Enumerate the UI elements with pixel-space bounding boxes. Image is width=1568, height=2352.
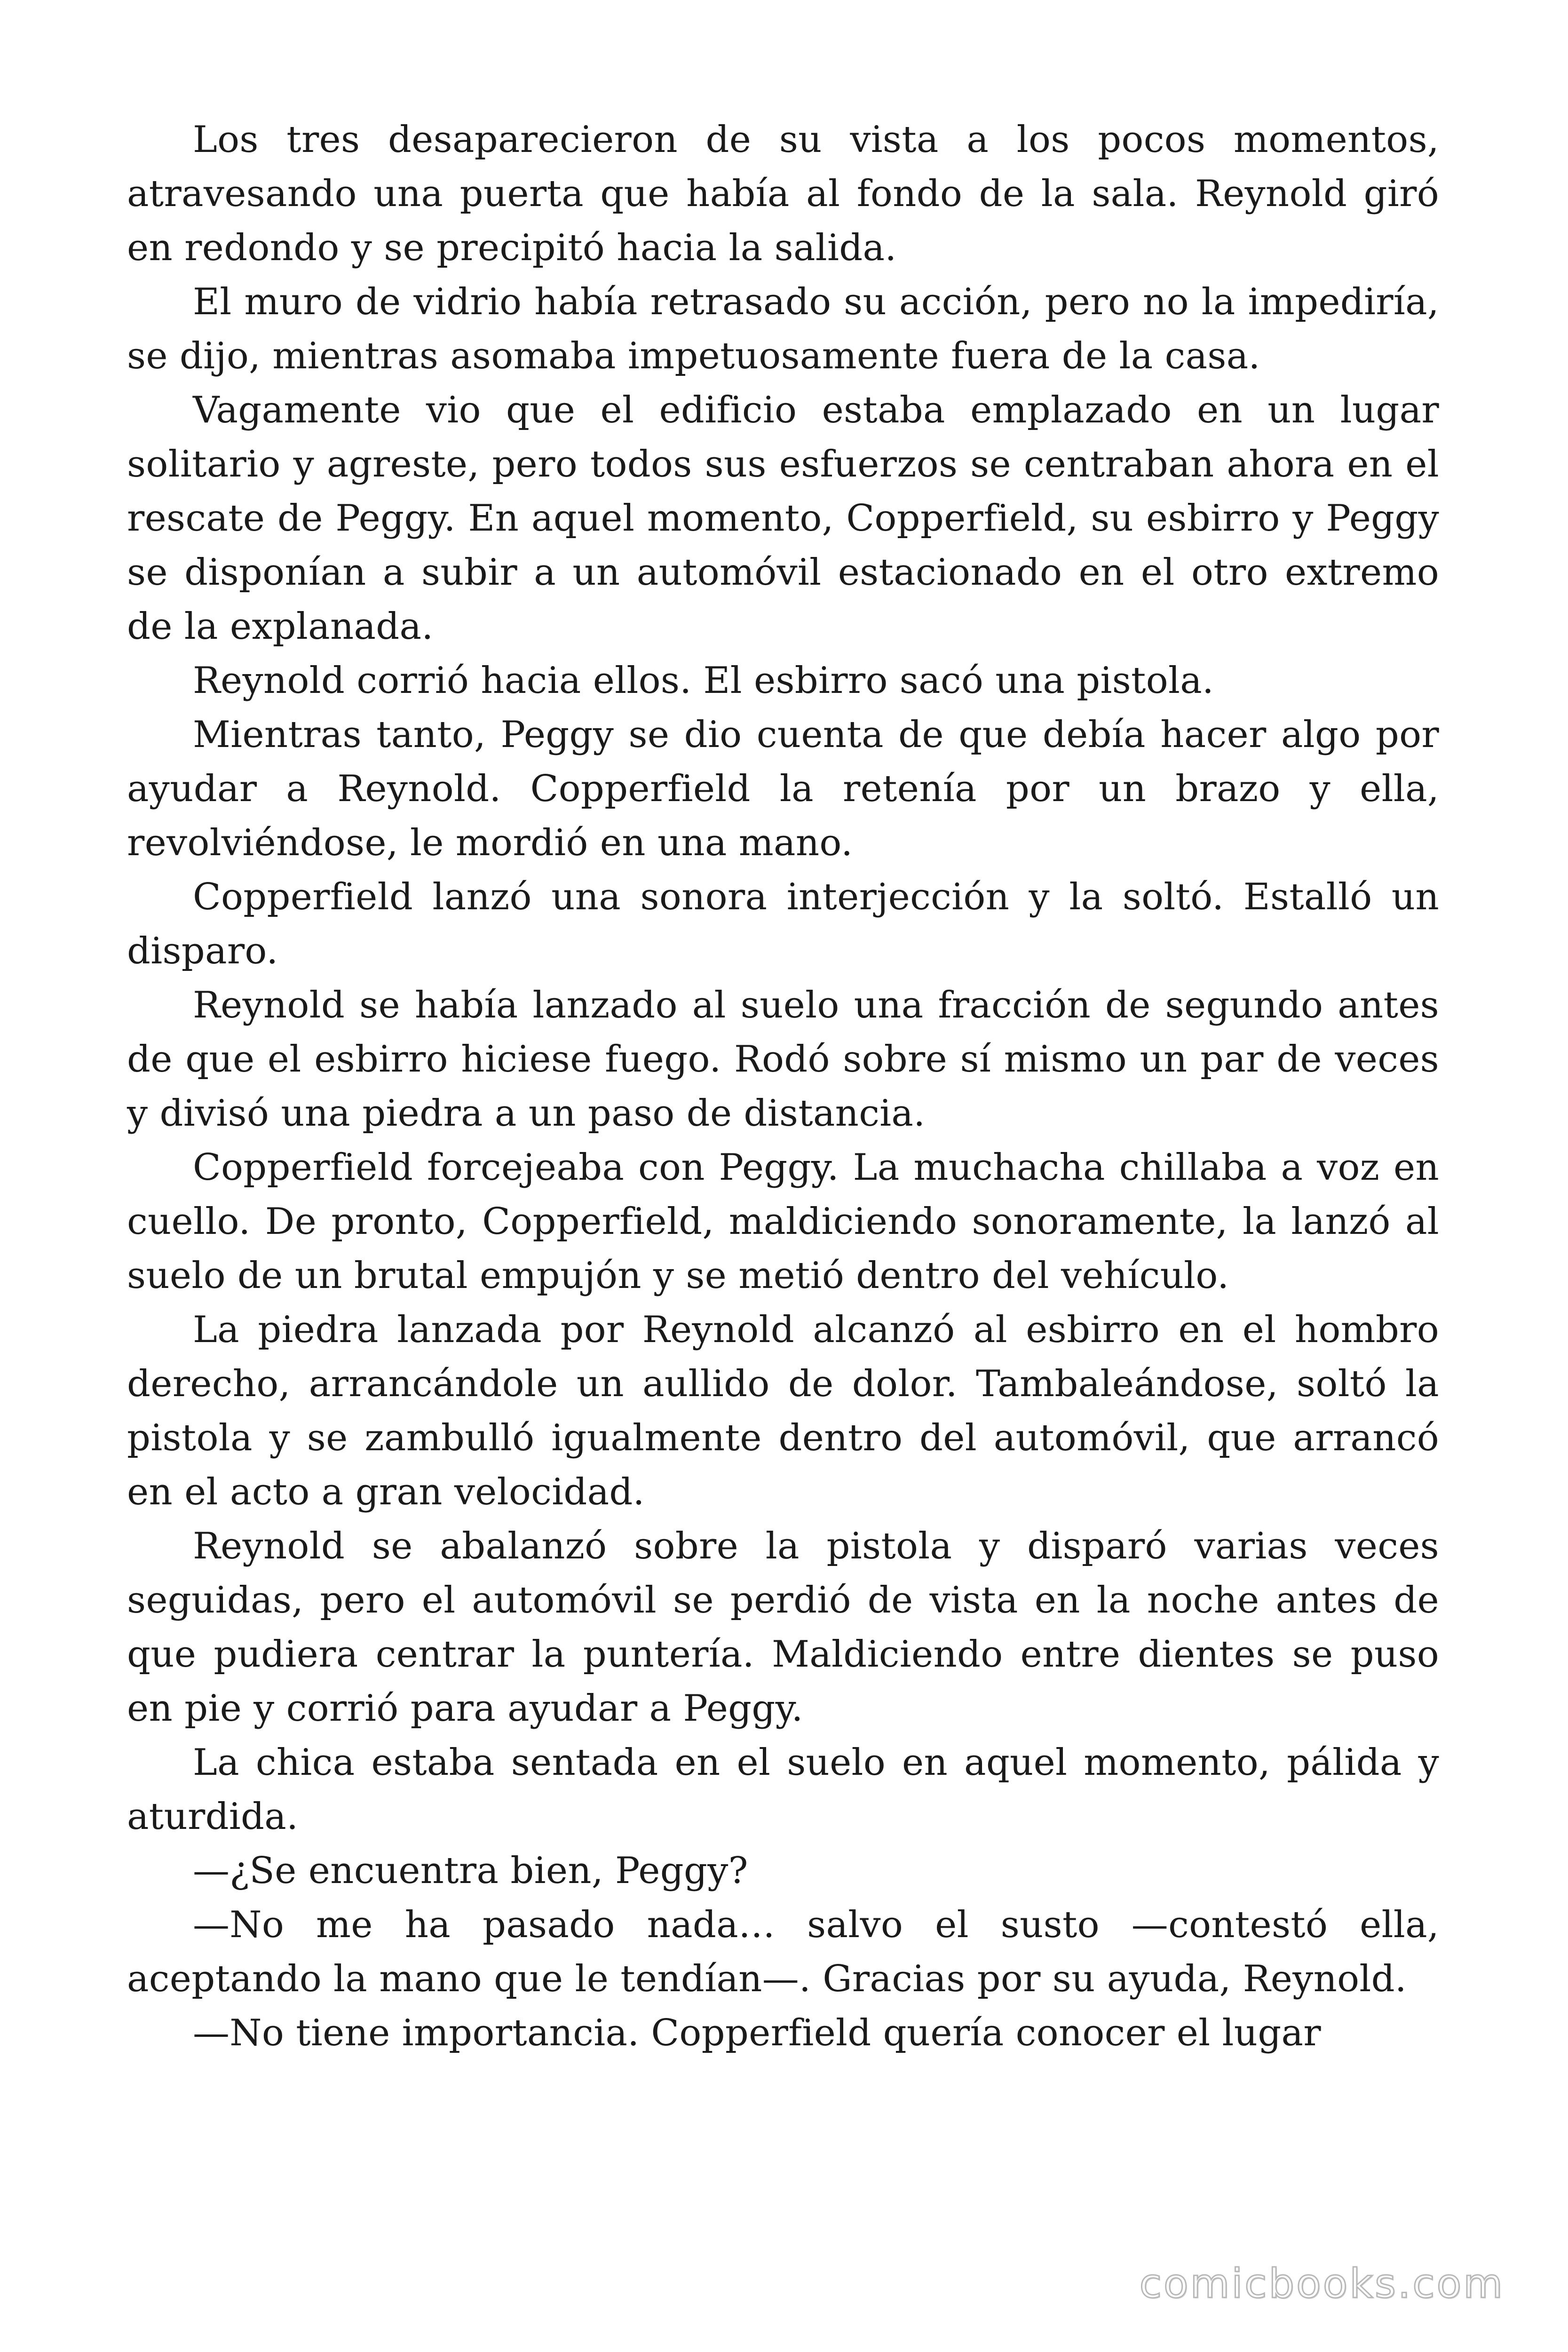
dialogue-line: —¿Se encuentra bien, Peggy? <box>193 1850 748 1892</box>
book-page-text <box>127 113 1439 2060</box>
paragraph: Reynold corrió hacia ellos. El esbirro sacó una pistola. <box>193 660 1214 702</box>
paragraph: Mientras tanto, Peggy se dio cuenta de que debía hacer algo por ayudar a Reynold. Copperfield la retenía por un brazo y ella, revolviéndose, le mordió en una mano. <box>127 714 1439 864</box>
paragraph: Reynold se había lanzado al suelo una fracción de segundo antes de que el esbirro hiciese fuego. Rodó sobre sí mismo un par de veces y divisó una piedra a un paso de distancia. <box>127 984 1439 1135</box>
paragraph: La chica estaba sentada en el suelo en aquel momento, pálida y aturdida. <box>127 1741 1439 1838</box>
dialogue-line: —No tiene importancia. Copperfield quería conocer el lugar <box>193 2012 1321 2054</box>
dialogue-line: —No me ha pasado nada… salvo el susto —contestó ella, aceptando la mano que le tendían—. Gracias por su ayuda, Reynold. <box>127 1904 1439 2000</box>
watermark: comicbooks.com <box>1139 2260 1505 2307</box>
paragraph: Copperfield lanzó una sonora interjección y la soltó. Estalló un disparo. <box>127 876 1439 972</box>
paragraph: Los tres desaparecieron de su vista a los pocos momentos, atravesando una puerta que había al fondo de la sala. Reynold giró en redondo y se precipitó hacia la salida. <box>127 119 1439 269</box>
paragraph: Reynold se abalanzó sobre la pistola y disparó varias veces seguidas, pero el automóvil se perdió de vista en la noche antes de que pudiera centrar la puntería. Maldiciendo entre dientes se puso en pie y corrió para ayudar a Peggy. <box>127 1525 1439 1730</box>
paragraph: Vagamente vio que el edificio estaba emplazado en un lugar solitario y agreste, pero todos sus esfuerzos se centraban ahora en el rescate de Peggy. En aquel momento, Copperfield, su esbirro y Peggy se disponían a subir a un automóvil estacionado en el otro extremo de la explanada. <box>127 389 1439 648</box>
paragraph: El muro de vidrio había retrasado su acción, pero no la impediría, se dijo, mientras asomaba impetuosamente fuera de la casa. <box>127 281 1439 377</box>
paragraph: La piedra lanzada por Reynold alcanzó al esbirro en el hombro derecho, arrancándole un aullido de dolor. Tambaleándose, soltó la pistola y se zambulló igualmente dentro del automóvil, que arrancó en el acto a gran velocidad. <box>127 1309 1439 1513</box>
paragraph: Copperfield forcejeaba con Peggy. La muchacha chillaba a voz en cuello. De pronto, Copperfield, maldiciendo sonoramente, la lanzó al suelo de un brutal empujón y se metió dentro del vehículo. <box>127 1146 1439 1297</box>
